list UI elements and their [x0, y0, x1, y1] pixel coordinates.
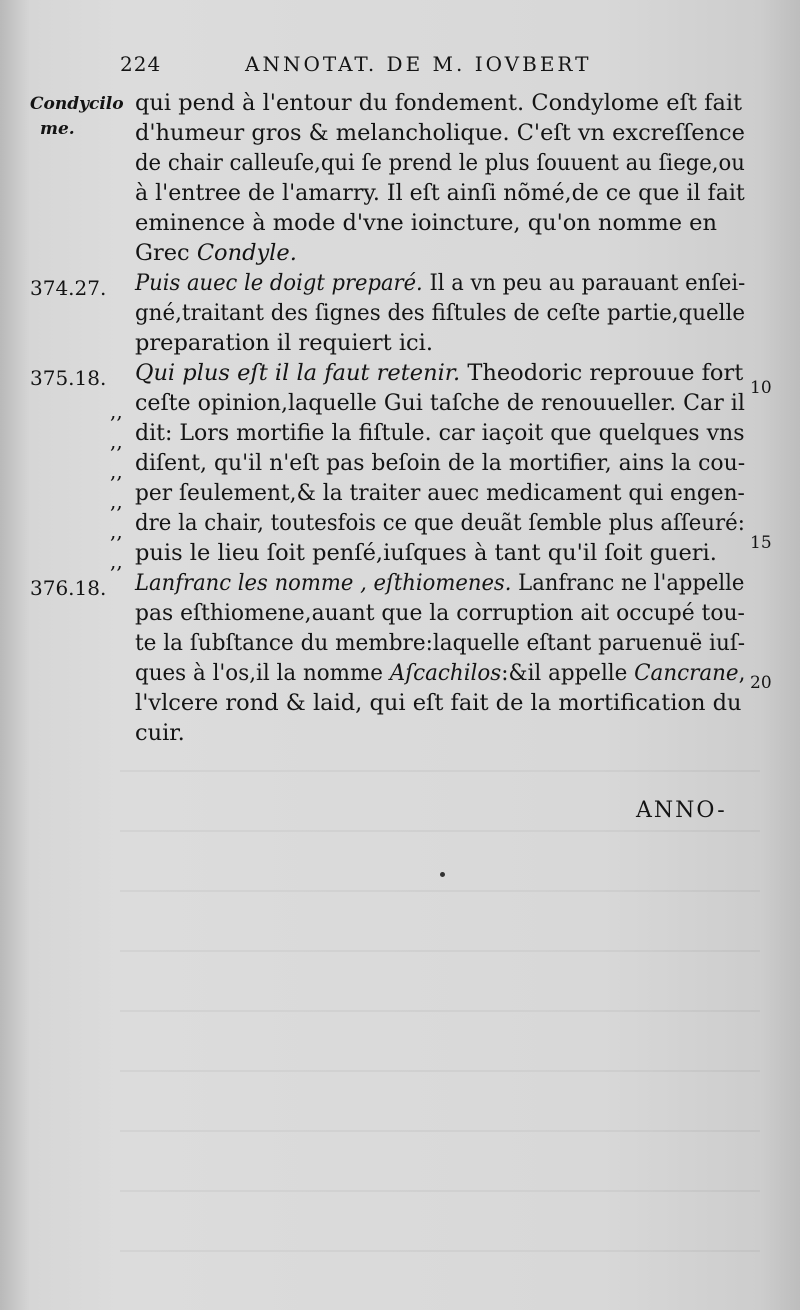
- bleed-through-line: [120, 1130, 760, 1132]
- quote-mark: ,,: [110, 519, 123, 543]
- text-segment: Theodoric reprouue fort: [460, 360, 744, 386]
- bleed-through-line: [120, 830, 760, 832]
- text-segment: de chair calleuſe,qui ſe prend le plus ſouuent au ſiege,ou: [135, 150, 745, 176]
- text-segment: :&il appelle: [501, 660, 635, 686]
- ink-spot: [440, 872, 445, 877]
- text-segment: Lanfranc ne l'appelle: [511, 570, 745, 596]
- text-line: [135, 358, 743, 388]
- text-line: [135, 508, 745, 538]
- margin-note: me.: [40, 119, 75, 139]
- quote-mark: ,,: [110, 459, 123, 483]
- text-line: [135, 718, 185, 748]
- line-number: 15: [750, 533, 772, 553]
- text-segment: preparation il requiert ici.: [135, 330, 434, 356]
- text-segment: per ſeulement,& la traiter auec medicament qui engen-: [135, 480, 745, 506]
- page-header: [0, 52, 800, 86]
- text-line: [135, 478, 745, 508]
- text-line: [135, 658, 745, 688]
- page-number: 224: [120, 52, 162, 76]
- text-segment: dre la chair, toutesfois ce que deuãt ſemble plus aſſeuré:: [135, 510, 745, 536]
- text-segment: te la ſubſtance du membre:laquelle eſtant paruenuë iuſ-: [135, 630, 746, 656]
- text-line: [135, 568, 744, 598]
- margin-note: Condycilo: [30, 94, 124, 114]
- catchword: ANNO-: [636, 798, 727, 823]
- reference-374-27: 374.27.: [30, 276, 107, 300]
- text-segment: pas eſthiomene,auant que la corruption ait occupé tou-: [135, 600, 745, 626]
- text-segment: Grec: [135, 240, 197, 266]
- text-segment: d'humeur gros & melancholique. C'eſt vn excreſſence: [135, 120, 745, 146]
- text-line: [135, 298, 745, 328]
- quote-mark: ,,: [110, 399, 123, 423]
- text-line: [135, 688, 742, 718]
- line-number: 20: [750, 673, 772, 693]
- bleed-through-line: [120, 1070, 760, 1072]
- text-line: [135, 208, 717, 238]
- reference-375-18: 375.18.: [30, 366, 107, 390]
- italic-text: Puis auec le doigt preparé.: [135, 270, 423, 296]
- text-segment: ques à l'os,il la nomme: [135, 660, 390, 686]
- bleed-through-line: [120, 1190, 760, 1192]
- text-segment: cuir.: [135, 720, 185, 746]
- text-segment: ceſte opinion,laquelle Gui taſche de renouueller. Car il: [135, 390, 745, 416]
- line-number: 10: [750, 378, 772, 398]
- text-line: [135, 448, 745, 478]
- text-line: [135, 148, 745, 178]
- bleed-through-line: [120, 1010, 760, 1012]
- text-line: [135, 88, 742, 118]
- text-line: [135, 268, 745, 298]
- bleed-through-line: [120, 890, 760, 892]
- running-head: ANNOTAT. DE M. IOVBERT: [245, 52, 592, 76]
- text-line: [135, 178, 745, 208]
- text-segment: l'vlcere rond & laid, qui eſt fait de la mortification du: [135, 690, 742, 716]
- text-line: [135, 418, 745, 448]
- bleed-through-line: [120, 950, 760, 952]
- italic-text: Cancrane: [634, 660, 739, 686]
- italic-text: Qui plus eſt il la faut retenir.: [135, 360, 461, 386]
- quote-mark: ,,: [110, 429, 123, 453]
- text-line: [135, 598, 745, 628]
- reference-376-18: 376.18.: [30, 576, 107, 600]
- bleed-through-line: [120, 1250, 760, 1252]
- quote-mark: ,,: [110, 489, 123, 513]
- italic-text: Lanfranc les nomme , eſthiomenes.: [135, 570, 512, 596]
- bleed-through-line: [120, 770, 760, 772]
- text-segment: gné,traitant des ſignes des fiſtules de ceſte partie,quelle: [135, 300, 745, 326]
- text-segment: diſent, qu'il n'eſt pas beſoin de la mortifier, ains la cou-: [135, 450, 746, 476]
- text-segment: puis le lieu ſoit penſé,iuſques à tant qu'il ſoit gueri.: [135, 540, 717, 566]
- text-line: [135, 628, 745, 658]
- text-line: [135, 538, 717, 568]
- text-segment: dit: Lors mortifie la fiſtule. car iaçoit que quelques vns: [135, 420, 745, 446]
- italic-text: Aſcachilos: [389, 660, 502, 686]
- text-line: [135, 118, 745, 148]
- quote-mark: ,,: [110, 549, 123, 573]
- text-line: [135, 238, 297, 268]
- text-segment: eminence à mode d'vne ioincture, qu'on nomme en: [135, 210, 717, 236]
- italic-text: Condyle.: [196, 240, 297, 266]
- text-segment: qui pend à l'entour du fondement. Condylome eſt fait: [135, 90, 743, 116]
- text-segment: à l'entree de l'amarry. Il eſt ainſi nõmé,de ce que il fait: [135, 180, 745, 206]
- text-line: [135, 388, 745, 418]
- text-segment: ,: [738, 660, 746, 686]
- text-line: [135, 328, 433, 358]
- text-segment: Il a vn peu au parauant enſei-: [422, 270, 746, 296]
